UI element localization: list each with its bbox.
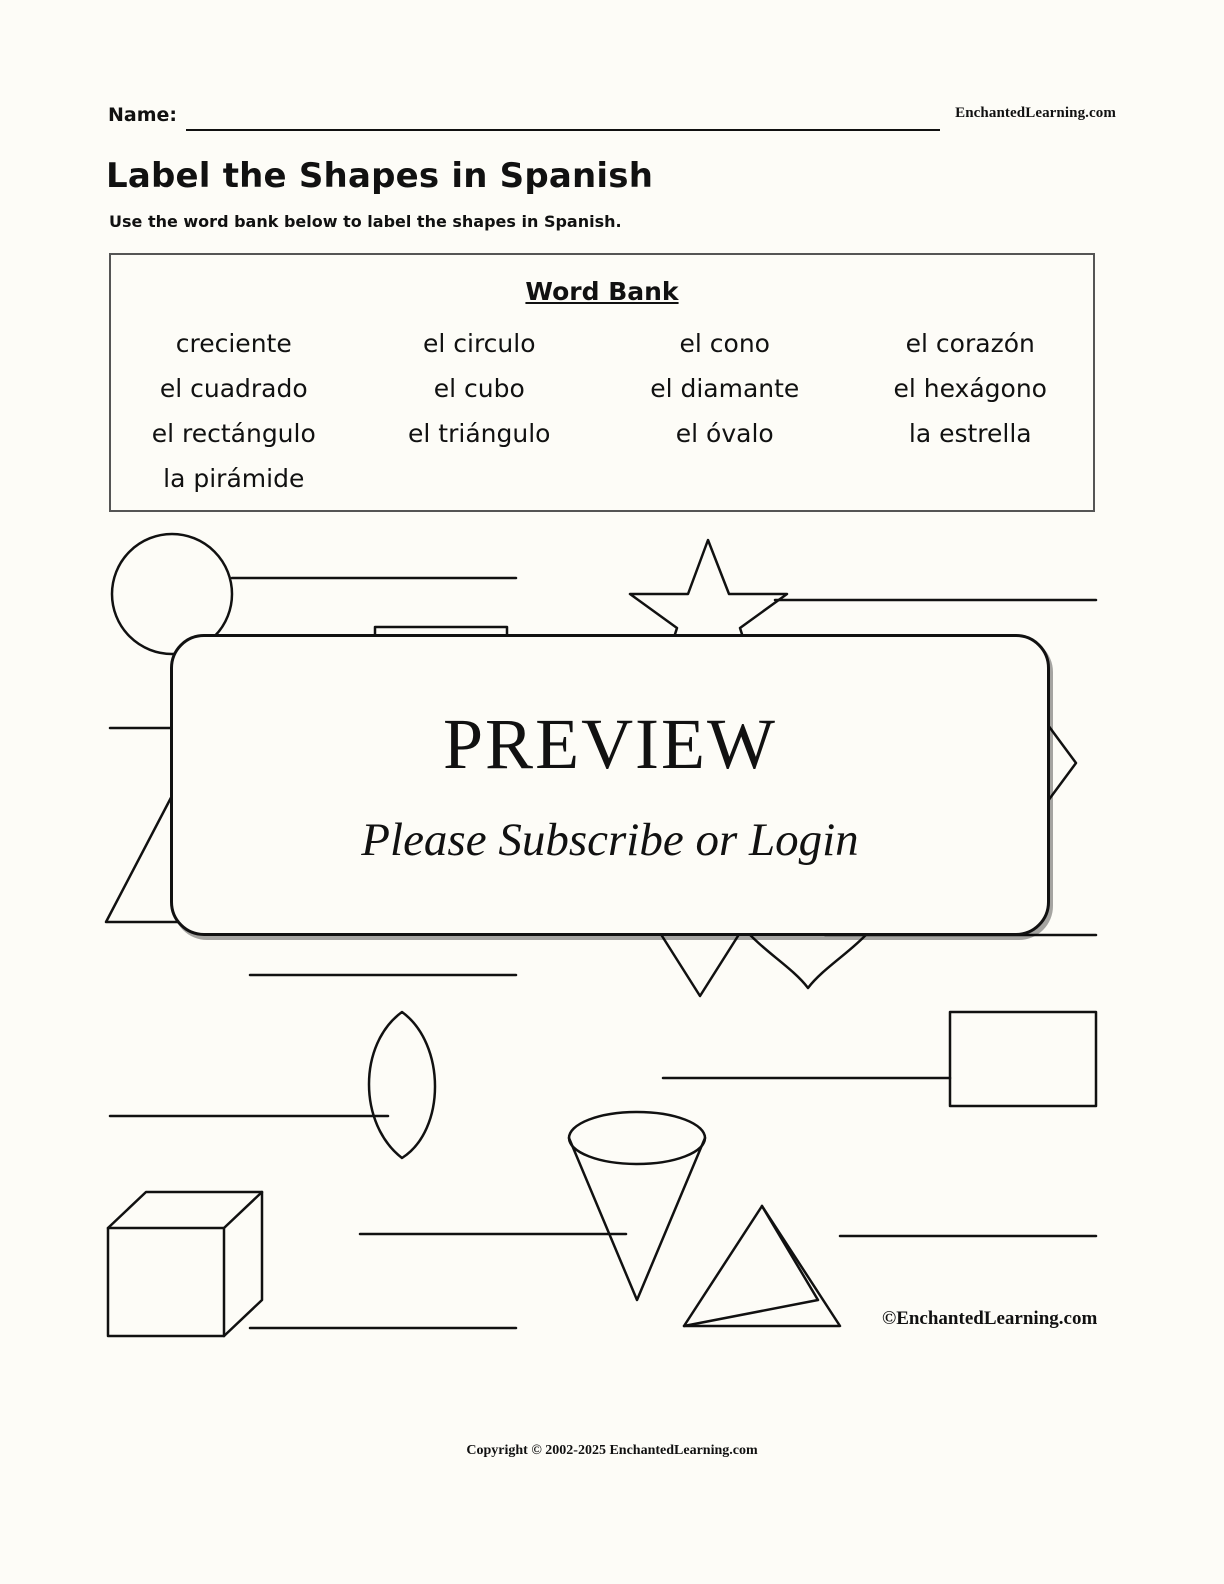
rectangle-shape [950,1012,1096,1106]
preview-overlay[interactable] [170,634,1050,936]
word-bank-row [111,321,1093,366]
word-bank-word: la pirámide [163,464,305,493]
preview-subheading[interactable]: Please Subscribe or Login [361,814,859,866]
cube-front-face [108,1228,224,1336]
pyramid-outline [684,1206,840,1326]
preview-heading: PREVIEW [443,704,777,784]
word-bank-word: la estrella [908,419,1032,448]
name-write-line[interactable] [186,129,940,131]
word-bank-word: el cuadrado [159,374,308,403]
copyright-text: Copyright © 2002-2025 EnchantedLearning.com [466,1443,758,1458]
word-bank-word: el óvalo [675,419,774,448]
word-bank-word: el hexágono [893,374,1047,403]
word-bank-word: el cubo [433,374,525,403]
word-bank-row [111,456,1093,501]
name-label: Name: [108,104,178,126]
footer-brand: ©EnchantedLearning.com [882,1308,1098,1329]
cube-edge [224,1192,262,1228]
crescent-moon-shape [369,1012,435,1158]
pyramid-inner-edges [684,1206,818,1326]
word-bank-word: creciente [175,329,292,358]
word-bank-grid [111,321,1093,501]
name-row [108,100,1116,134]
instructions-text: Use the word bank below to label the shapes in Spanish. [109,212,622,231]
cone-body [569,1138,705,1300]
word-bank-word: el cono [679,329,770,358]
word-bank-title: Word Bank [525,277,679,306]
word-bank-word: el corazón [905,329,1035,358]
cube-back-edges [108,1192,262,1336]
word-bank-row [111,411,1093,456]
cone-top-ellipse [569,1112,705,1164]
brand-logo-text: EnchantedLearning.com [955,105,1116,121]
word-bank-word: el rectángulo [151,419,316,448]
word-bank-word: el circulo [422,329,536,358]
page-title: Label the Shapes in Spanish [106,156,654,196]
word-bank-row [111,366,1093,411]
word-bank [109,253,1095,512]
word-bank-word: el triángulo [408,419,551,448]
word-bank-word: el diamante [650,374,800,403]
